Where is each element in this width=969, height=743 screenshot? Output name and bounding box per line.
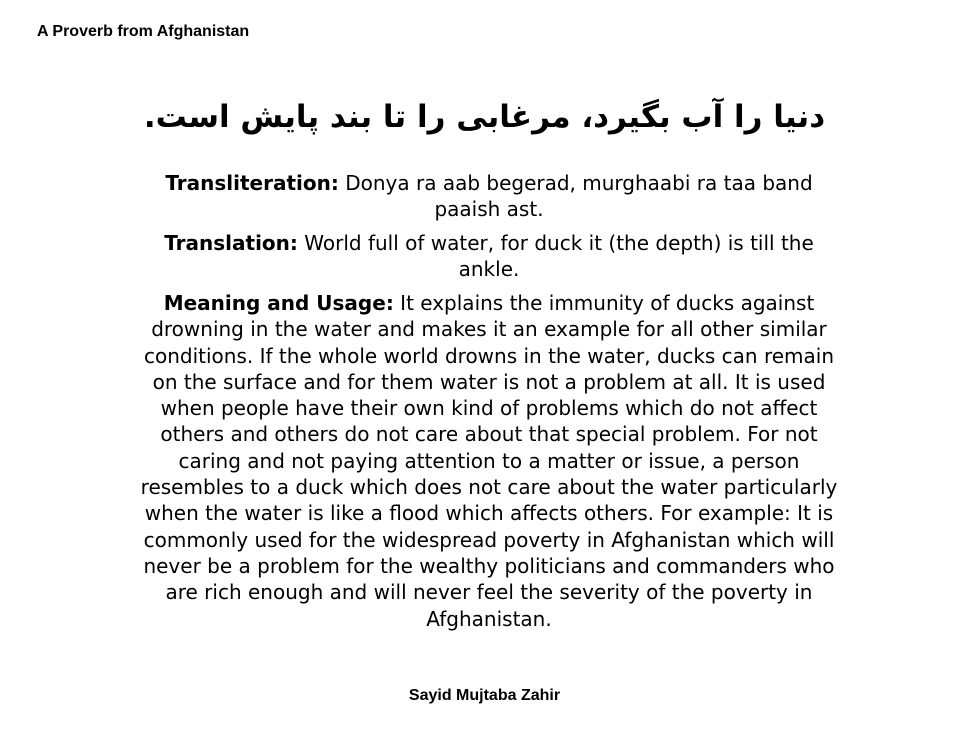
meaning-text: It explains the immunity of ducks against drowning in the water and makes it an example for all other similar conditions. If the whole world drowns in the water, ducks can remain on the surface and for them water is not a problem at all. It is used when people have their own kind of problems which do not affect others and others do not care about that special problem. For not caring and not paying attention to a matter or issue, a person resembles to a duck which does not care about the water particularly when the water is like a flood which affects others. For example: It is commonly used for the widespread poverty in Afghanistan which will never be a problem for the wealthy politicians and commanders who are rich enough and will never feel the severity of the poverty in Afghanistan. — [140, 291, 838, 631]
transliteration-paragraph — [133, 170, 845, 223]
page-title: A Proverb from Afghanistan — [37, 23, 250, 40]
translation-label: Translation: — [164, 231, 298, 255]
meaning-label: Meaning and Usage: — [163, 291, 394, 315]
proverb-original-text: دنیا را آب بگیرد، مرغابی را تا بند پایش است. — [143, 99, 826, 135]
transliteration-text: Donya ra aab begerad, murghaabi ra taa band paaish ast. — [345, 171, 813, 222]
translation-text: World full of water, for duck it (the depth) is till the ankle. — [304, 231, 814, 282]
translation-paragraph — [133, 230, 845, 283]
author-name: Sayid Mujtaba Zahir — [408, 687, 561, 704]
meaning-paragraph — [133, 290, 845, 632]
transliteration-label: Transliteration: — [165, 171, 339, 195]
